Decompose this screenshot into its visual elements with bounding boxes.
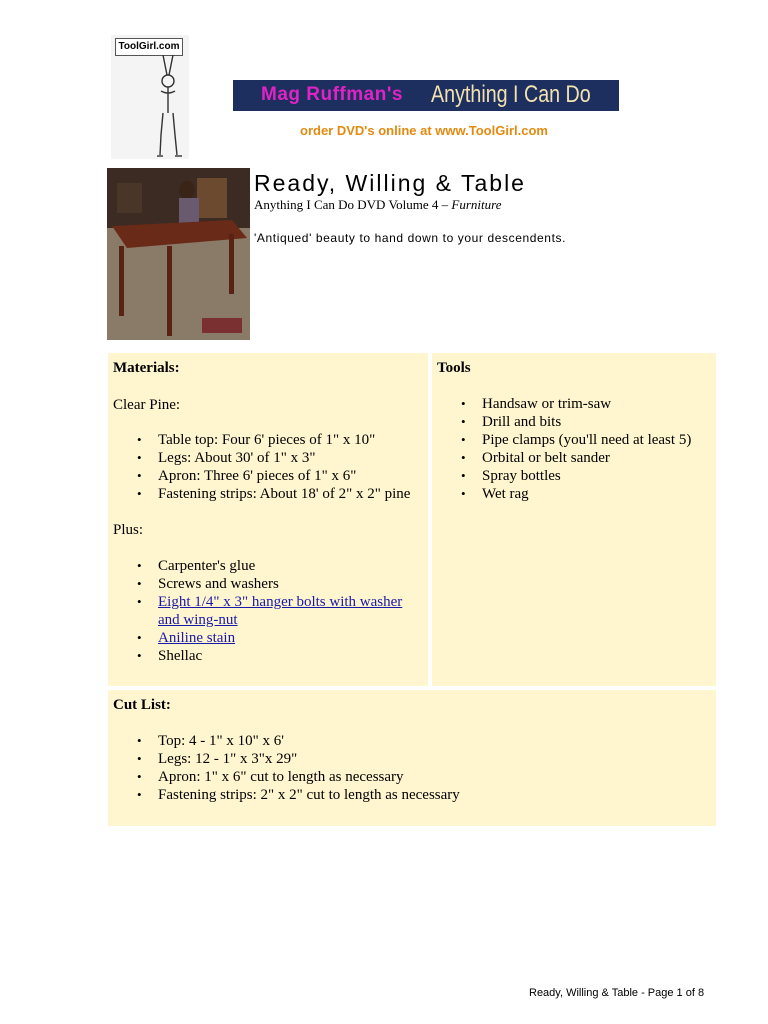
table-photo (107, 168, 250, 340)
list-item-hanger-bolts (113, 593, 413, 629)
list-item: • Table top: Four 6' pieces of 1" x 10" (113, 431, 428, 449)
tools-panel (432, 353, 716, 686)
list-item: • Screws and washers (113, 575, 413, 593)
tools-heading: Tools (437, 360, 471, 376)
list-item: • Wet rag (437, 485, 716, 503)
banner-show-title: Anything I Can Do (431, 81, 591, 108)
logo-sign: ToolGirl.com (115, 38, 183, 56)
page-title: Ready, Willing & Table (254, 170, 526, 196)
list-item: • Fastening strips: About 18' of 2" x 2" pine (113, 485, 428, 503)
cut-list-heading: Cut List: (113, 697, 171, 713)
hanger-bolts-link[interactable]: Eight 1/4" x 3" hanger bolts with washer and wing-nut (158, 594, 403, 628)
list-item: • Legs: About 30' of 1" x 3" (113, 449, 428, 467)
materials-heading: Materials: (113, 360, 180, 376)
subtitle-prefix: Anything I Can Do DVD Volume 4 – (254, 197, 452, 212)
toolgirl-logo (111, 35, 189, 159)
logo-figure-illustration (111, 35, 189, 159)
subtitle-category: Furniture (451, 197, 502, 212)
order-dvd-line[interactable]: order DVD's online at www.ToolGirl.com (300, 123, 548, 138)
list-item: • Drill and bits (437, 413, 716, 431)
cut-list-panel (108, 690, 716, 826)
list-item-aniline-stain (113, 629, 413, 647)
aniline-stain-link[interactable]: Aniline stain (158, 630, 236, 646)
tools-list (437, 395, 716, 503)
materials-panel (108, 353, 428, 686)
plus-list (113, 557, 413, 665)
banner-host-name: Mag Ruffman's (261, 84, 403, 105)
tagline: 'Antiqued' beauty to hand down to your descendents. (254, 231, 567, 245)
list-item: • Top: 4 - 1" x 10" x 6' (113, 732, 713, 750)
list-item: • Handsaw or trim-saw (437, 395, 716, 413)
table-photo-illustration (107, 168, 250, 340)
cut-list (113, 732, 713, 804)
list-item: • Legs: 12 - 1" x 3"x 29" (113, 750, 713, 768)
list-item: • Fastening strips: 2" x 2" cut to length as necessary (113, 786, 713, 804)
plus-label: Plus: (113, 522, 144, 538)
list-item: • Spray bottles (437, 467, 716, 485)
clear-pine-list (113, 431, 428, 503)
clear-pine-label: Clear Pine: (113, 397, 181, 413)
list-item: • Shellac (113, 647, 413, 665)
list-item: • Orbital or belt sander (437, 449, 716, 467)
list-item: • Carpenter's glue (113, 557, 413, 575)
list-item: • Apron: Three 6' pieces of 1" x 6" (113, 467, 428, 485)
list-item: • Pipe clamps (you'll need at least 5) (437, 431, 716, 449)
page-footer: Ready, Willing & Table - Page 1 of 8 (529, 987, 705, 999)
list-item: • Apron: 1" x 6" cut to length as necessary (113, 768, 713, 786)
subtitle (254, 197, 501, 213)
show-banner (233, 80, 619, 111)
